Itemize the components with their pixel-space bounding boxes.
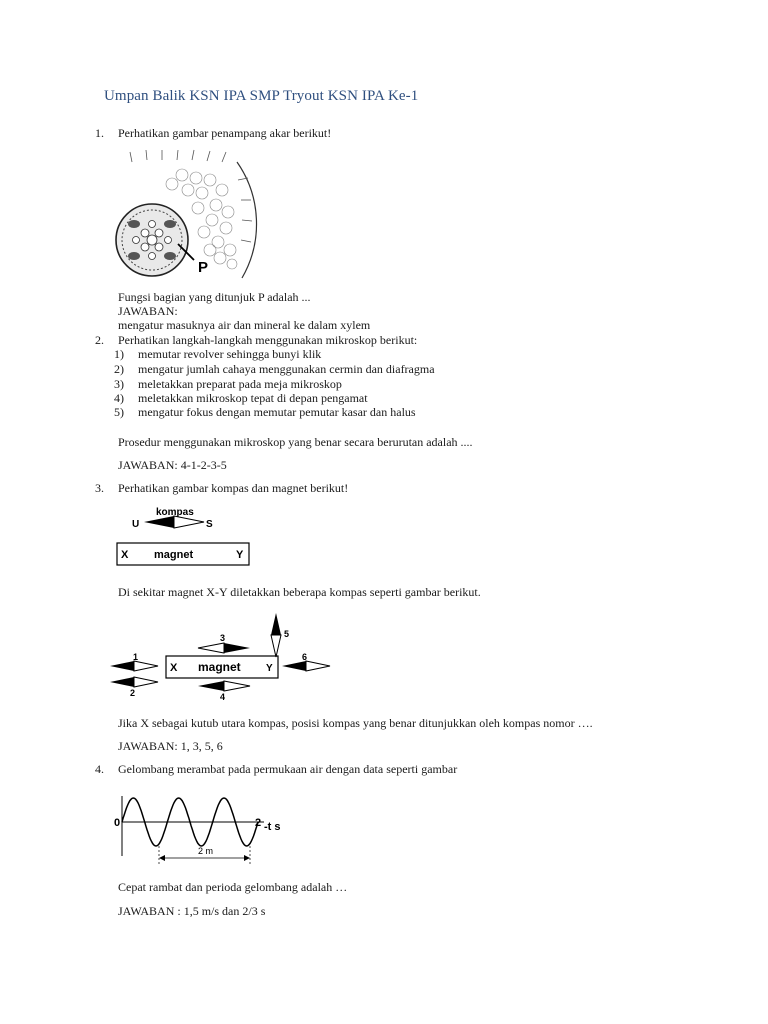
magnet-label: magnet (198, 660, 241, 674)
question-2-text: Perhatikan langkah-langkah menggunakan mikroskop berikut: (118, 333, 418, 347)
step-text: memutar revolver sehingga bunyi klik (138, 347, 322, 361)
question-2-answer: JAWABAN: 4-1-2-3-5 (118, 458, 227, 472)
question-1-number: 1. (95, 126, 104, 140)
compass-pole-s: S (206, 519, 213, 530)
step-number: 3) (114, 377, 124, 391)
question-3-number: 3. (95, 481, 104, 495)
magnet-pole-x: X (121, 549, 129, 561)
compass-number: 3 (220, 633, 226, 643)
question-2-number: 2. (95, 333, 104, 347)
magnet-pole-x: X (170, 662, 178, 674)
question-1-prompt: Fungsi bagian yang ditunjuk P adalah ... (118, 290, 311, 304)
step-number: 1) (114, 347, 124, 361)
compass-number: 2 (130, 688, 136, 698)
question-4-text: Gelombang merambat pada permukaan air dengan data seperti gambar (118, 762, 458, 776)
root-cross-section-figure (112, 160, 252, 280)
step-text: meletakkan mikroskop tepat di depan pengamat (138, 391, 368, 405)
question-3-text2: Di sekitar magnet X-Y diletakkan beberapa kompas seperti gambar berikut. (118, 585, 481, 599)
question-1-text: Perhatikan gambar penampang akar berikut! (118, 126, 332, 140)
step-text: mengatur fokus dengan memutar pemutar kasar dan halus (138, 405, 416, 419)
wave-time-label: 2 (255, 817, 262, 829)
question-1-answer: mengatur masuknya air dan mineral ke dalam xylem (118, 318, 371, 332)
compass-number: 5 (284, 629, 290, 639)
magnet-label: magnet (154, 549, 194, 561)
question-3-prompt: Jika X sebagai kutub utara kompas, posisi kompas yang benar ditunjukkan oleh kompas nomor …. (118, 716, 593, 730)
wave-time-unit: -t s (264, 821, 281, 833)
compass-and-magnet-figure (116, 505, 256, 565)
page-title: Umpan Balik KSN IPA SMP Tryout KSN IPA Ke-1 (104, 88, 419, 104)
question-1-answer-label: JAWABAN: (118, 304, 178, 318)
question-3-answer: JAWABAN: 1, 3, 5, 6 (118, 739, 223, 753)
wave-figure (114, 792, 314, 872)
wave-origin-label: 0 (114, 817, 121, 829)
step-text: mengatur jumlah cahaya menggunakan cermin dan diafragma (138, 362, 435, 376)
compass-number: 6 (302, 652, 308, 662)
step-text: meletakkan preparat pada meja mikroskop (138, 377, 342, 391)
wave-time-unit-text: t s (267, 821, 281, 833)
question-4-prompt: Cepat rambat dan perioda gelombang adalah … (118, 880, 348, 894)
question-4-number: 4. (95, 762, 104, 776)
question-3-text: Perhatikan gambar kompas dan magnet berikut! (118, 481, 349, 495)
step-number: 5) (114, 405, 124, 419)
compass-pole-u: U (132, 519, 140, 530)
wave-distance-label: 2 m (198, 846, 214, 856)
compass-number: 4 (220, 692, 226, 702)
compass-arrangement-figure (106, 613, 336, 702)
step-number: 2) (114, 362, 124, 376)
question-4-answer: JAWABAN : 1,5 m/s dan 2/3 s (118, 904, 266, 918)
magnet-pole-y: Y (266, 663, 273, 674)
figure-label-p: P (198, 259, 209, 276)
question-2-prompt: Prosedur menggunakan mikroskop yang benar secara berurutan adalah .... (118, 435, 473, 449)
compass-label: kompas (156, 507, 194, 518)
step-number: 4) (114, 391, 124, 405)
compass-number: 1 (133, 652, 139, 662)
magnet-pole-y: Y (236, 549, 244, 561)
